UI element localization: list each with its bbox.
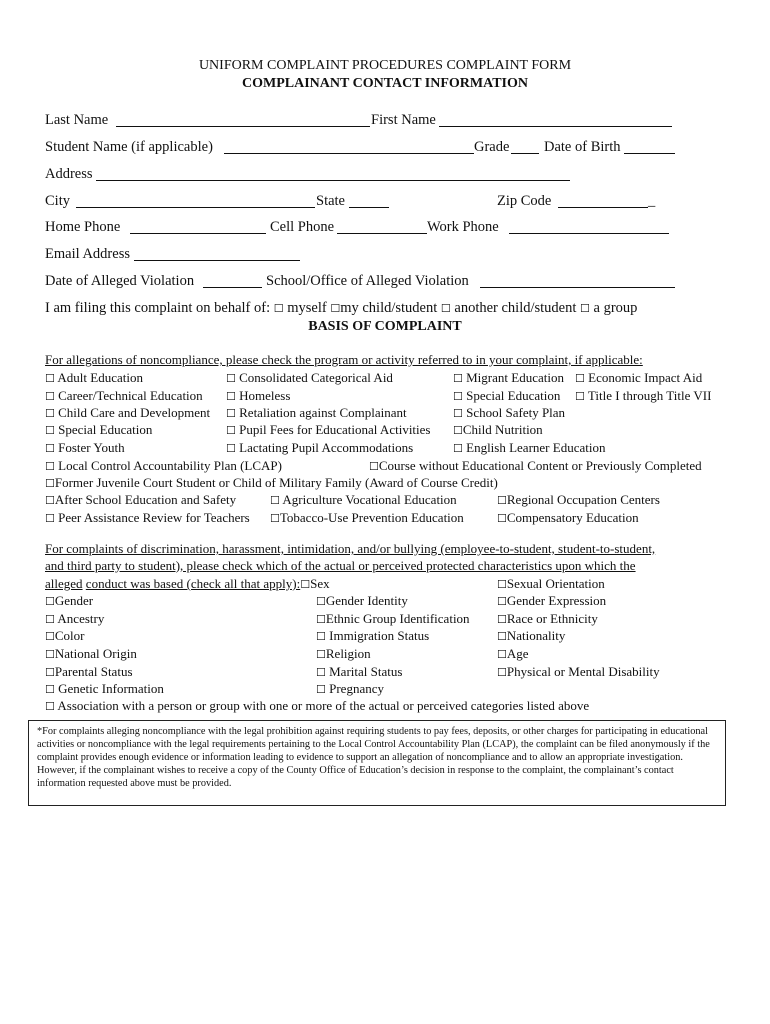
first-name-field[interactable] (439, 126, 672, 127)
checkbox-economic-impact-aid[interactable]: ☐ (575, 372, 585, 385)
checkbox-retaliation[interactable]: ☐ (226, 407, 236, 420)
address-field[interactable] (96, 180, 570, 181)
program-item (453, 405, 565, 421)
program-item (226, 405, 407, 421)
category-item (316, 628, 429, 644)
program-item (45, 405, 210, 421)
checkbox-another-child[interactable]: ☐ (440, 302, 451, 315)
form-subtitle: COMPLAINANT CONTACT INFORMATION (242, 76, 528, 91)
checkbox-peer-assistance[interactable]: ☐ (45, 512, 55, 525)
discrimination-intro-line-3 (45, 576, 330, 592)
category-label: Race or Ethnicity (506, 611, 598, 626)
category-label: Association with a person or group with one or more of the actual or perceived categories listed above (57, 698, 590, 713)
program-item (45, 458, 282, 474)
program-row-1 (45, 370, 143, 386)
program-label: Tobacco-Use Prevention Education (279, 510, 464, 525)
category-item (497, 646, 529, 662)
checkbox-migrant-education[interactable]: ☐ (453, 372, 463, 385)
program-item (226, 370, 393, 386)
email-field[interactable] (134, 260, 300, 261)
program-item (453, 370, 564, 386)
category-item (45, 593, 93, 609)
checkbox-consolidated-aid[interactable]: ☐ (226, 372, 236, 385)
program-item (226, 422, 430, 438)
dob-label: Date of Birth (544, 139, 621, 155)
program-label: Pupil Fees for Educational Activities (239, 422, 431, 437)
program-item (575, 370, 702, 386)
program-label: Migrant Education (466, 370, 564, 385)
category-item (316, 664, 402, 680)
category-item (497, 628, 565, 644)
program-label: Career/Technical Education (58, 388, 203, 403)
checkbox-religion[interactable]: ☐ (316, 648, 326, 661)
checkbox-genetic-information[interactable]: ☐ (45, 683, 55, 696)
first-name-label: First Name (371, 112, 436, 128)
home-phone-label: Home Phone (45, 219, 121, 235)
filing-row (45, 300, 637, 317)
category-item (45, 628, 85, 644)
checkbox-school-safety[interactable]: ☐ (453, 407, 463, 420)
checkbox-age[interactable]: ☐ (497, 648, 507, 661)
checkbox-pregnancy[interactable]: ☐ (316, 683, 326, 696)
checkbox-child-nutrition[interactable]: ☐ (453, 424, 463, 437)
category-item (45, 698, 589, 714)
checkbox-compensatory[interactable]: ☐ (497, 512, 507, 525)
program-label: Special Education (466, 388, 561, 403)
discrimination-intro-line-1: For complaints of discrimination, harassment, intimidation, and/or bullying (employee-to-student, student-to-student, (45, 541, 656, 556)
program-item (45, 475, 498, 491)
checkbox-immigration-status[interactable]: ☐ (316, 630, 326, 643)
category-item (497, 576, 605, 592)
program-label: Lactating Pupil Accommodations (239, 440, 414, 455)
checkbox-color[interactable]: ☐ (45, 630, 55, 643)
program-item (45, 510, 250, 526)
program-item (45, 440, 125, 456)
checkbox-disability[interactable]: ☐ (497, 666, 507, 679)
filing-label: I am filing this complaint on behalf of: (45, 300, 271, 316)
checkbox-agriculture[interactable]: ☐ (270, 494, 280, 507)
checkbox-myself[interactable]: ☐ (273, 302, 284, 315)
category-label: Religion (325, 646, 371, 661)
zip-field[interactable] (558, 207, 648, 208)
checkbox-gender-expression[interactable]: ☐ (497, 595, 507, 608)
checkbox-parental-status[interactable]: ☐ (45, 666, 55, 679)
category-label: Parental Status (54, 664, 133, 679)
program-item (270, 492, 457, 508)
category-label: Sexual Orientation (506, 576, 605, 591)
category-item (45, 681, 164, 697)
checkbox-race-ethnicity[interactable]: ☐ (497, 613, 507, 626)
date-violation-field[interactable] (203, 287, 262, 288)
checkbox-ancestry[interactable]: ☐ (45, 613, 55, 626)
category-label: Gender (54, 593, 94, 608)
program-label: Compensatory Education (506, 510, 639, 525)
program-label: Child Nutrition (462, 422, 543, 437)
checkbox-group[interactable]: ☐ (580, 302, 590, 315)
program-item (270, 510, 464, 526)
checkbox-title-i-vii[interactable]: ☐ (575, 390, 585, 403)
checkbox-former-juvenile[interactable]: ☐ (45, 477, 55, 490)
category-label: Pregnancy (329, 681, 384, 696)
program-item (453, 440, 605, 456)
program-label: Child Care and Development (58, 405, 211, 420)
program-item (497, 510, 639, 526)
home-phone-field[interactable] (130, 233, 266, 234)
checkbox-sexual-orientation[interactable]: ☐ (497, 578, 507, 591)
city-field[interactable] (76, 207, 315, 208)
program-label: English Learner Education (466, 440, 606, 455)
program-item (497, 492, 660, 508)
checkbox-foster-youth[interactable]: ☐ (45, 442, 55, 455)
student-name-label: Student Name (if applicable) (45, 139, 213, 155)
category-label: Age (506, 646, 529, 661)
checkbox-career-technical[interactable]: ☐ (45, 390, 55, 403)
category-label: Nationality (506, 628, 566, 643)
category-label: Ethnic Group Identification (325, 611, 470, 626)
alleged-word: alleged (45, 576, 83, 591)
category-label: Gender Expression (506, 593, 607, 608)
checkbox-adult-education[interactable]: ☐ (45, 372, 55, 385)
zip-suffix: _ (648, 193, 656, 209)
noncompliance-intro: For allegations of noncompliance, please check the program or activity referred to in your complaint, if applicable: (45, 352, 643, 367)
program-label: Special Education (58, 422, 153, 437)
category-label: Ancestry (57, 611, 105, 626)
program-item (45, 492, 236, 508)
program-label: Course without Educational Content or Previously Completed (378, 458, 702, 473)
basis-heading: BASIS OF COMPLAINT (308, 319, 462, 334)
category-item (316, 593, 408, 609)
category-item (45, 646, 137, 662)
program-label: Foster Youth (58, 440, 125, 455)
checkbox-after-school[interactable]: ☐ (45, 494, 55, 507)
category-item (45, 611, 104, 627)
checkbox-lactating[interactable]: ☐ (226, 442, 236, 455)
program-label: Peer Assistance Review for Teachers (58, 510, 250, 525)
program-label: Former Juvenile Court Student or Child of Military Family (Award of Course Credit) (54, 475, 498, 490)
program-item (453, 422, 543, 438)
program-label: Local Control Accountability Plan (LCAP) (58, 458, 282, 473)
cell-phone-label: Cell Phone (270, 219, 335, 235)
program-label: After School Education and Safety (54, 492, 237, 507)
school-office-label: School/Office of Alleged Violation (266, 273, 469, 289)
program-item (453, 388, 560, 404)
program-label: School Safety Plan (466, 405, 566, 420)
category-label: Immigration Status (329, 628, 430, 643)
filing-option-another-child: another child/student (454, 300, 577, 316)
program-item (45, 388, 203, 404)
grade-label: Grade (474, 139, 510, 155)
checkbox-special-education-1[interactable]: ☐ (453, 390, 463, 403)
checkbox-homeless[interactable]: ☐ (226, 390, 236, 403)
category-item (316, 611, 470, 627)
checkbox-sex[interactable]: ☐ (300, 578, 311, 591)
last-name-label: Last Name (45, 112, 109, 128)
checkbox-gender[interactable]: ☐ (45, 595, 55, 608)
filing-option-group: a group (593, 300, 638, 316)
cell-phone-field[interactable] (337, 233, 427, 234)
filing-option-my-child: my child/student (340, 300, 438, 316)
student-name-field[interactable] (224, 153, 474, 154)
checkbox-english-learner[interactable]: ☐ (453, 442, 463, 455)
category-label: Marital Status (329, 664, 403, 679)
program-label: Homeless (239, 388, 291, 403)
checkbox-pupil-fees[interactable]: ☐ (226, 424, 236, 437)
program-label: Retaliation against Complainant (239, 405, 407, 420)
checkbox-special-education-2[interactable]: ☐ (45, 424, 55, 437)
program-item (369, 458, 702, 474)
program-label: Agriculture Vocational Education (282, 492, 457, 507)
discrimination-intro-line-2: and third party to student), please check which of the actual or perceived protected characteristics upon which the (45, 558, 636, 573)
category-label: Genetic Information (58, 681, 164, 696)
footnote-text: *For complaints alleging noncompliance with the legal prohibition against requiring students to pay fees, deposits, or other charges for participating in educational activities or noncompliance with the legal requirements pertaining to the Local Control Accountability Plan (LCAP), the complaint can be filed anonymously if the complaint provides enough evidence or information leading to evidence to support an allegation of noncompliance and to allow an appropriate investigation. However, if the complainant wishes to receive a copy of the County Office of Education’s decision in response to the complaint, the complainant’s contact information requested above must be provided. (37, 726, 710, 789)
last-name-field[interactable] (116, 126, 370, 127)
checkbox-gender-identity[interactable]: ☐ (316, 595, 326, 608)
category-item (497, 611, 598, 627)
category-item (316, 681, 384, 697)
category-label: Color (54, 628, 85, 643)
filing-option-myself: myself (287, 300, 327, 316)
work-phone-field[interactable] (509, 233, 669, 234)
school-office-field[interactable] (480, 287, 675, 288)
program-item (45, 422, 152, 438)
category-item (316, 646, 371, 662)
date-violation-label: Date of Alleged Violation (45, 273, 195, 289)
program-label: Regional Occupation Centers (506, 492, 660, 507)
grade-field[interactable] (511, 153, 539, 154)
state-field[interactable] (349, 207, 389, 208)
program-item (575, 388, 711, 404)
footnote-box (28, 720, 726, 806)
checkbox-marital-status[interactable]: ☐ (316, 666, 326, 679)
program-item (226, 440, 413, 456)
program-label: Consolidated Categorical Aid (239, 370, 393, 385)
email-label: Email Address (45, 246, 130, 262)
zip-label: Zip Code (497, 193, 552, 209)
category-item (497, 664, 660, 680)
address-label: Address (45, 166, 93, 182)
program-label: Adult Education (57, 370, 143, 385)
program-label: Title I through Title VII (587, 388, 712, 403)
checkbox-regional-occupation[interactable]: ☐ (497, 494, 507, 507)
checkbox-association[interactable]: ☐ (45, 700, 55, 713)
checkbox-lcap[interactable]: ☐ (45, 460, 55, 473)
program-item (226, 388, 290, 404)
dob-field[interactable] (624, 153, 675, 154)
state-label: State (316, 193, 345, 209)
checkbox-nationality[interactable]: ☐ (497, 630, 507, 643)
work-phone-label: Work Phone (427, 219, 499, 235)
category-label: Gender Identity (325, 593, 408, 608)
category-label: Sex (310, 576, 330, 591)
city-label: City (45, 193, 70, 209)
program-label: Economic Impact Aid (588, 370, 703, 385)
category-label: Physical or Mental Disability (506, 664, 660, 679)
category-label: National Origin (54, 646, 137, 661)
checkbox-course-without-content[interactable]: ☐ (369, 460, 379, 473)
checkbox-tobacco-use[interactable]: ☐ (270, 512, 280, 525)
checkbox-my-child[interactable]: ☐ (330, 302, 341, 315)
form-title: UNIFORM COMPLAINT PROCEDURES COMPLAINT FORM (198, 58, 572, 73)
checkbox-ethnic-group[interactable]: ☐ (316, 613, 326, 626)
checkbox-national-origin[interactable]: ☐ (45, 648, 55, 661)
conduct-text: conduct was based (check all that apply): (85, 576, 301, 591)
category-item (45, 664, 133, 680)
checkbox-child-care[interactable]: ☐ (45, 407, 55, 420)
category-item (497, 593, 606, 609)
